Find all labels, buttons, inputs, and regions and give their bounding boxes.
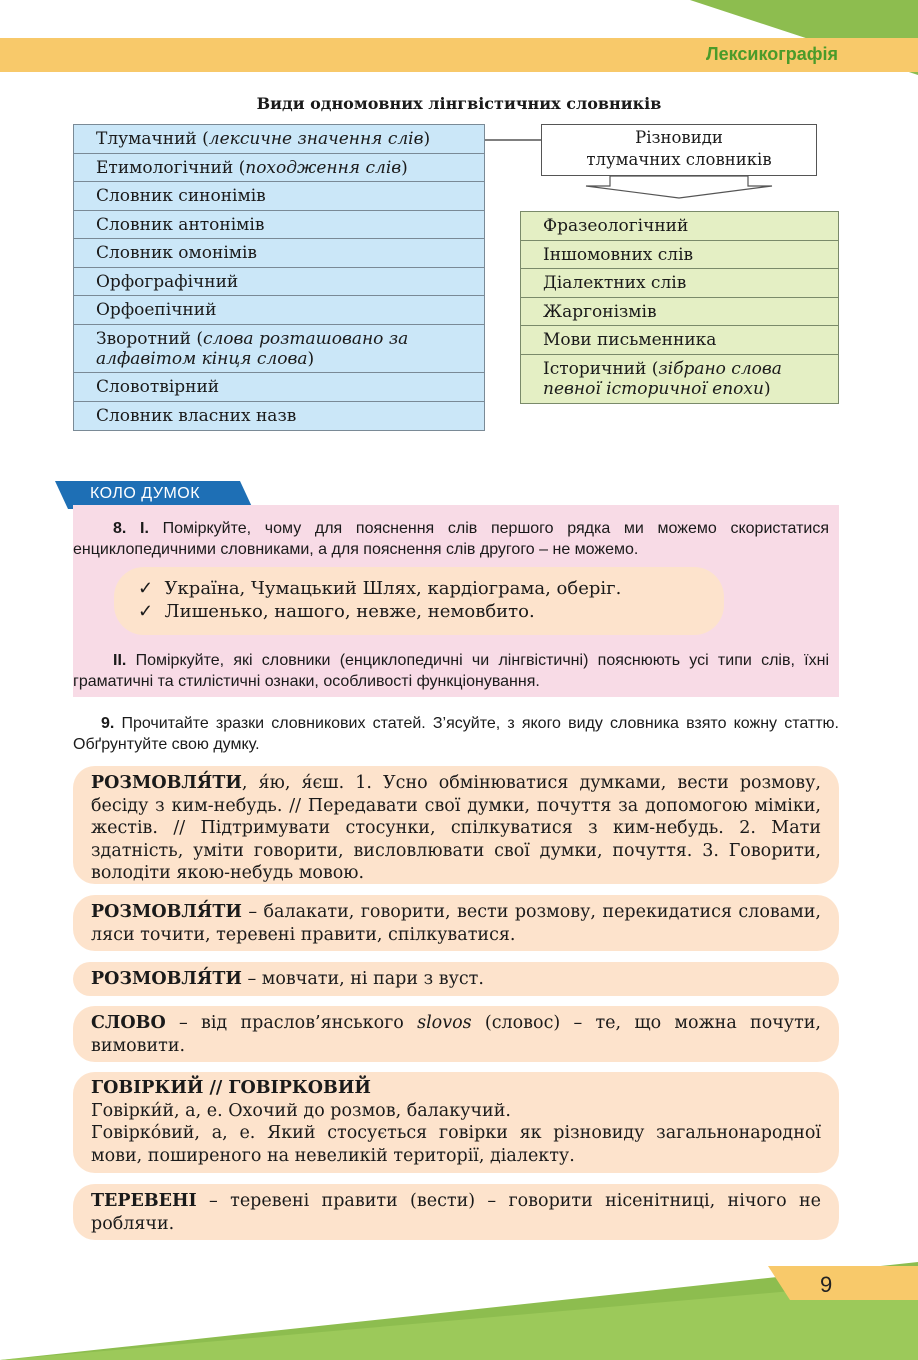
word-line-1: ✓ Україна, Чумацький Шлях, кардіограма, оберіг. (138, 578, 622, 599)
check-icon: ✓ (138, 601, 154, 622)
varieties-line1: Різновиди (635, 128, 723, 147)
diagram-title: Види одномовних лінгвістичних словників (256, 94, 662, 113)
dictionary-type-item: Словотвірний (73, 372, 485, 402)
variety-item: Фразеологічний (520, 211, 839, 241)
word-line-2: ✓ Лишенько, нашого, невже, немовбито. (138, 601, 535, 622)
dictionary-type-item: Тлумачний (лексичне значення слів) (73, 124, 485, 154)
dictionary-type-item: Словник антонімів (73, 210, 485, 240)
dictionary-entry: ТЕРЕВЕНІ – теревені правити (вести) – говорити нісенітниці, нічого не роблячи. (73, 1184, 839, 1240)
task-8-text: 8. І. Поміркуйте, чому для пояснення слів першого рядка ми можемо скористатися енциклопедичними словниками, а для пояснення слів другого – не можемо. (73, 520, 830, 558)
dictionary-type-item: Орфоепічний (73, 295, 485, 325)
variety-item: Мови письменника (520, 325, 839, 355)
dictionary-entry: РОЗМОВЛЯ́ТИ – балакати, говорити, вести розмову, перекидатися словами, ляси точити, теревені правити, спілкуватися. (73, 895, 839, 951)
page-number: 9 (820, 1272, 833, 1297)
variety-item: Діалектних слів (520, 268, 839, 298)
dictionary-entry: СЛОВО – від праслов’янського slovos (словос) – те, що можна почути, вимовити. (73, 1006, 839, 1062)
task-9-text: 9. Прочитайте зразки словникових статей. З’ясуйте, з якого виду словника взято кожну статтю. Обґрунтуйте свою думку. (73, 715, 839, 753)
kolo-dumok-label: КОЛО ДУМОК (90, 485, 201, 502)
dictionary-type-item: Словник власних назв (73, 401, 485, 431)
dictionary-type-item: Орфографічний (73, 267, 485, 297)
variety-item: Жаргонізмів (520, 297, 839, 327)
task-8-ii-text: ІІ. Поміркуйте, які словники (енциклопедичні чи лінгвістичні) пояснюють усі типи слів, їхні граматичні та стилістичні ознаки, особливості функціонування. (73, 652, 829, 690)
linguistic-dictionaries-list (73, 124, 485, 429)
dictionary-entry: РОЗМОВЛЯ́ТИ – мовчати, ні пари з вуст. (73, 962, 839, 996)
varieties-box (541, 124, 817, 176)
section-title: Лексикографія (705, 44, 838, 64)
dictionary-entry: ГОВІРКИЙ // ГОВІРКОВИЙ Говірки́й, а, е. Охочий до розмов, балакучий. Говірко́вий, а, е. Який стосується говірки як різновиду загальнонародної мови, поширеного на невеликій території, діалекту. (73, 1072, 839, 1173)
check-icon: ✓ (138, 578, 154, 599)
dictionary-entry: РОЗМОВЛЯ́ТИ, я́ю, я́єш. 1. Усно обмінюватися думками, вести розмову, бесіду з ким-небудь. // Передавати свої думки, почуття за допомогою міміки, жестів. // Підтримувати стосунки, спілкуватися з ким-небудь. 2. Мати здатність, уміти говорити, висловлювати свої думки, почуття. 3. Говорити, володіти якою-небудь мовою. (73, 766, 839, 884)
dictionary-type-item: Словник омонімів (73, 238, 485, 268)
dictionary-type-item: Зворотний (слова розташовано за алфавітом кінця слова) (73, 324, 485, 374)
variety-item: Іншомовних слів (520, 240, 839, 270)
varieties-line2: тлумачних словників (586, 150, 772, 169)
dictionary-type-item: Словник синонімів (73, 181, 485, 211)
explanatory-varieties-list (520, 211, 839, 402)
dictionary-type-item: Етимологічний (походження слів) (73, 153, 485, 183)
variety-item: Історичний (зібрано слова певної історичної епохи) (520, 354, 839, 404)
